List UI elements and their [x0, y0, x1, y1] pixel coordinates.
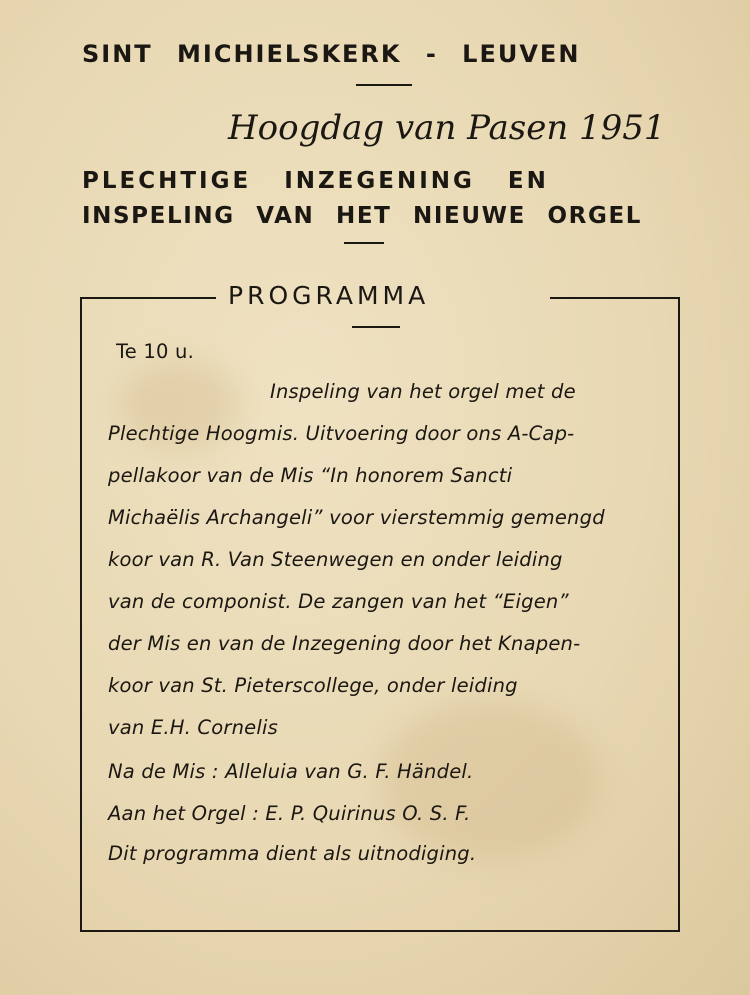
program-line: Michaëlis Archangeli” voor vierstemmig gemengd — [108, 506, 605, 529]
program-time: Te 10 u. — [116, 340, 194, 363]
program-line: der Mis en van de Inzegening door het Knapen- — [108, 632, 581, 655]
organist-line: Aan het Orgel : E. P. Quirinus O. S. F. — [108, 802, 471, 825]
after-mass-line: Na de Mis : Alleluia van G. F. Händel. — [108, 760, 474, 783]
program-line: van de componist. De zangen van het “Eigen” — [108, 590, 569, 613]
divider-rule — [344, 242, 384, 244]
ceremony-heading-line1: PLECHTIGE INZEGENING EN — [82, 168, 549, 194]
frame-top-left — [80, 297, 216, 299]
program-line: pellakoor van de Mis “In honorem Sancti — [108, 464, 513, 487]
program-line: koor van R. Van Steenwegen en onder leiding — [108, 548, 563, 571]
church-name: SINT MICHIELSKERK - LEUVEN — [82, 40, 581, 68]
program-line: koor van St. Pieterscollege, onder leiding — [108, 674, 518, 697]
divider-rule — [352, 326, 400, 328]
program-line: Plechtige Hoogmis. Uitvoering door ons A-Cap- — [108, 422, 575, 445]
occasion-title: Hoogdag van Pasen 1951 — [228, 108, 666, 148]
ceremony-heading-line2: INSPELING VAN HET NIEUWE ORGEL — [82, 203, 643, 229]
frame-top-right — [550, 297, 678, 299]
divider-rule — [356, 84, 412, 86]
invitation-line: Dit programma dient als uitnodiging. — [108, 842, 477, 865]
program-title: PROGRAMMA — [228, 281, 430, 310]
program-line: Inspeling van het orgel met de — [270, 380, 576, 403]
program-line: van E.H. Cornelis — [108, 716, 278, 739]
